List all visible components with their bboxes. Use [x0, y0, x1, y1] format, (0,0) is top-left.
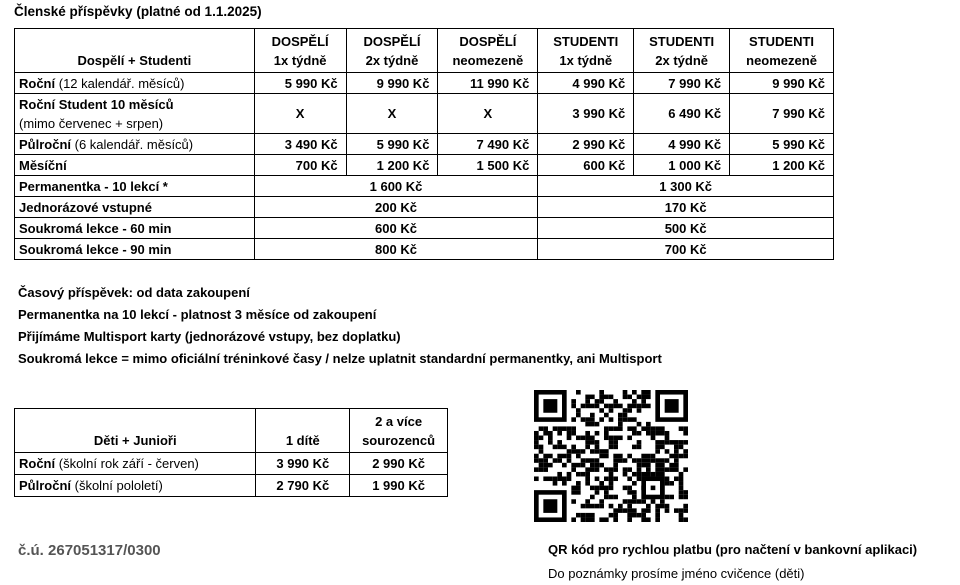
header-col: 1 dítě — [256, 409, 350, 453]
adult-price-cell: 800 Kč — [254, 239, 538, 260]
row-label: Roční (12 kalendář. měsíců) — [15, 73, 255, 94]
kids-price-table — [14, 408, 448, 497]
header-col: DOSPĚLÍ neomezeně — [438, 29, 538, 73]
price-cell: 7 490 Kč — [438, 134, 538, 155]
table-header-row — [15, 409, 448, 453]
price-cell: 2 990 Kč — [538, 134, 634, 155]
table-row — [15, 239, 834, 260]
header-col: STUDENTI 1x týdně — [538, 29, 634, 73]
row-label: Měsíční — [15, 155, 255, 176]
price-cell: 3 490 Kč — [254, 134, 346, 155]
price-cell: 600 Kč — [538, 155, 634, 176]
price-cell: X — [346, 94, 438, 134]
student-price-cell: 170 Kč — [538, 197, 834, 218]
row-label: Jednorázové vstupné — [15, 197, 255, 218]
price-cell: 7 990 Kč — [730, 94, 834, 134]
price-cell: 1 200 Kč — [346, 155, 438, 176]
price-cell: 4 990 Kč — [634, 134, 730, 155]
price-cell: 7 990 Kč — [634, 73, 730, 94]
note-line: Přijímáme Multisport karty (jednorázové vstupy, bez doplatku) — [18, 329, 401, 344]
table-row — [15, 155, 834, 176]
header-col: 2 a více sourozenců — [350, 409, 448, 453]
row-label: Roční (školní rok září - červen) — [15, 453, 256, 475]
note-line: Permanentka na 10 lekcí - platnost 3 měsíce od zakoupení — [18, 307, 377, 322]
student-price-cell: 700 Kč — [538, 239, 834, 260]
price-cell: 1 990 Kč — [350, 475, 448, 497]
table-row — [15, 94, 834, 134]
price-cell: 3 990 Kč — [538, 94, 634, 134]
price-cell: 1 000 Kč — [634, 155, 730, 176]
table-row — [15, 134, 834, 155]
note-line: Časový příspěvek: od data zakoupení — [18, 285, 250, 300]
price-cell: 1 500 Kč — [438, 155, 538, 176]
row-label: Roční Student 10 měsíců (mimo červenec + srpen) — [15, 94, 255, 134]
price-cell: 5 990 Kč — [346, 134, 438, 155]
price-cell: 1 200 Kč — [730, 155, 834, 176]
student-price-cell: 500 Kč — [538, 218, 834, 239]
price-cell: X — [438, 94, 538, 134]
header-col: STUDENTI 2x týdně — [634, 29, 730, 73]
header-col: DOSPĚLÍ 2x týdně — [346, 29, 438, 73]
row-label: Permanentka - 10 lekcí * — [15, 176, 255, 197]
table-row — [15, 176, 834, 197]
price-cell: 5 990 Kč — [254, 73, 346, 94]
adult-price-cell: 200 Kč — [254, 197, 538, 218]
price-cell: 9 990 Kč — [346, 73, 438, 94]
header-label: Dospělí + Studenti — [15, 29, 255, 73]
price-cell: 2 790 Kč — [256, 475, 350, 497]
header-label: Děti + Junioři — [15, 409, 256, 453]
table-row — [15, 73, 834, 94]
price-cell: 5 990 Kč — [730, 134, 834, 155]
adult-price-cell: 600 Kč — [254, 218, 538, 239]
bank-account: č.ú. 267051317/0300 — [18, 542, 161, 559]
price-cell: 3 990 Kč — [256, 453, 350, 475]
note-line: Soukromá lekce = mimo oficiální tréninkové časy / nelze uplatnit standardní permanentky, ani Multisport — [18, 351, 662, 366]
table-header-row — [15, 29, 834, 73]
price-cell: 700 Kč — [254, 155, 346, 176]
adult-student-price-table — [14, 28, 834, 260]
table-row — [15, 197, 834, 218]
adult-price-cell: 1 600 Kč — [254, 176, 538, 197]
table-row — [15, 453, 448, 475]
price-cell: 6 490 Kč — [634, 94, 730, 134]
price-cell: 4 990 Kč — [538, 73, 634, 94]
row-label: Půlroční (6 kalendář. měsíců) — [15, 134, 255, 155]
student-price-cell: 1 300 Kč — [538, 176, 834, 197]
qr-code-icon — [534, 390, 688, 522]
price-cell: 9 990 Kč — [730, 73, 834, 94]
row-label: Půlroční (školní pololetí) — [15, 475, 256, 497]
qr-note: Do poznámky prosíme jméno cvičence (děti) — [548, 566, 805, 581]
table-row — [15, 218, 834, 239]
qr-caption: QR kód pro rychlou platbu (pro načtení v bankovní aplikaci) — [548, 542, 918, 557]
notes-block — [18, 282, 662, 370]
row-label: Soukromá lekce - 90 min — [15, 239, 255, 260]
header-col: STUDENTI neomezeně — [730, 29, 834, 73]
row-label: Soukromá lekce - 60 min — [15, 218, 255, 239]
page-title: Členské příspěvky (platné od 1.1.2025) — [14, 4, 262, 19]
price-cell: 2 990 Kč — [350, 453, 448, 475]
price-cell: X — [254, 94, 346, 134]
price-cell: 11 990 Kč — [438, 73, 538, 94]
table-row — [15, 475, 448, 497]
header-col: DOSPĚLÍ 1x týdně — [254, 29, 346, 73]
